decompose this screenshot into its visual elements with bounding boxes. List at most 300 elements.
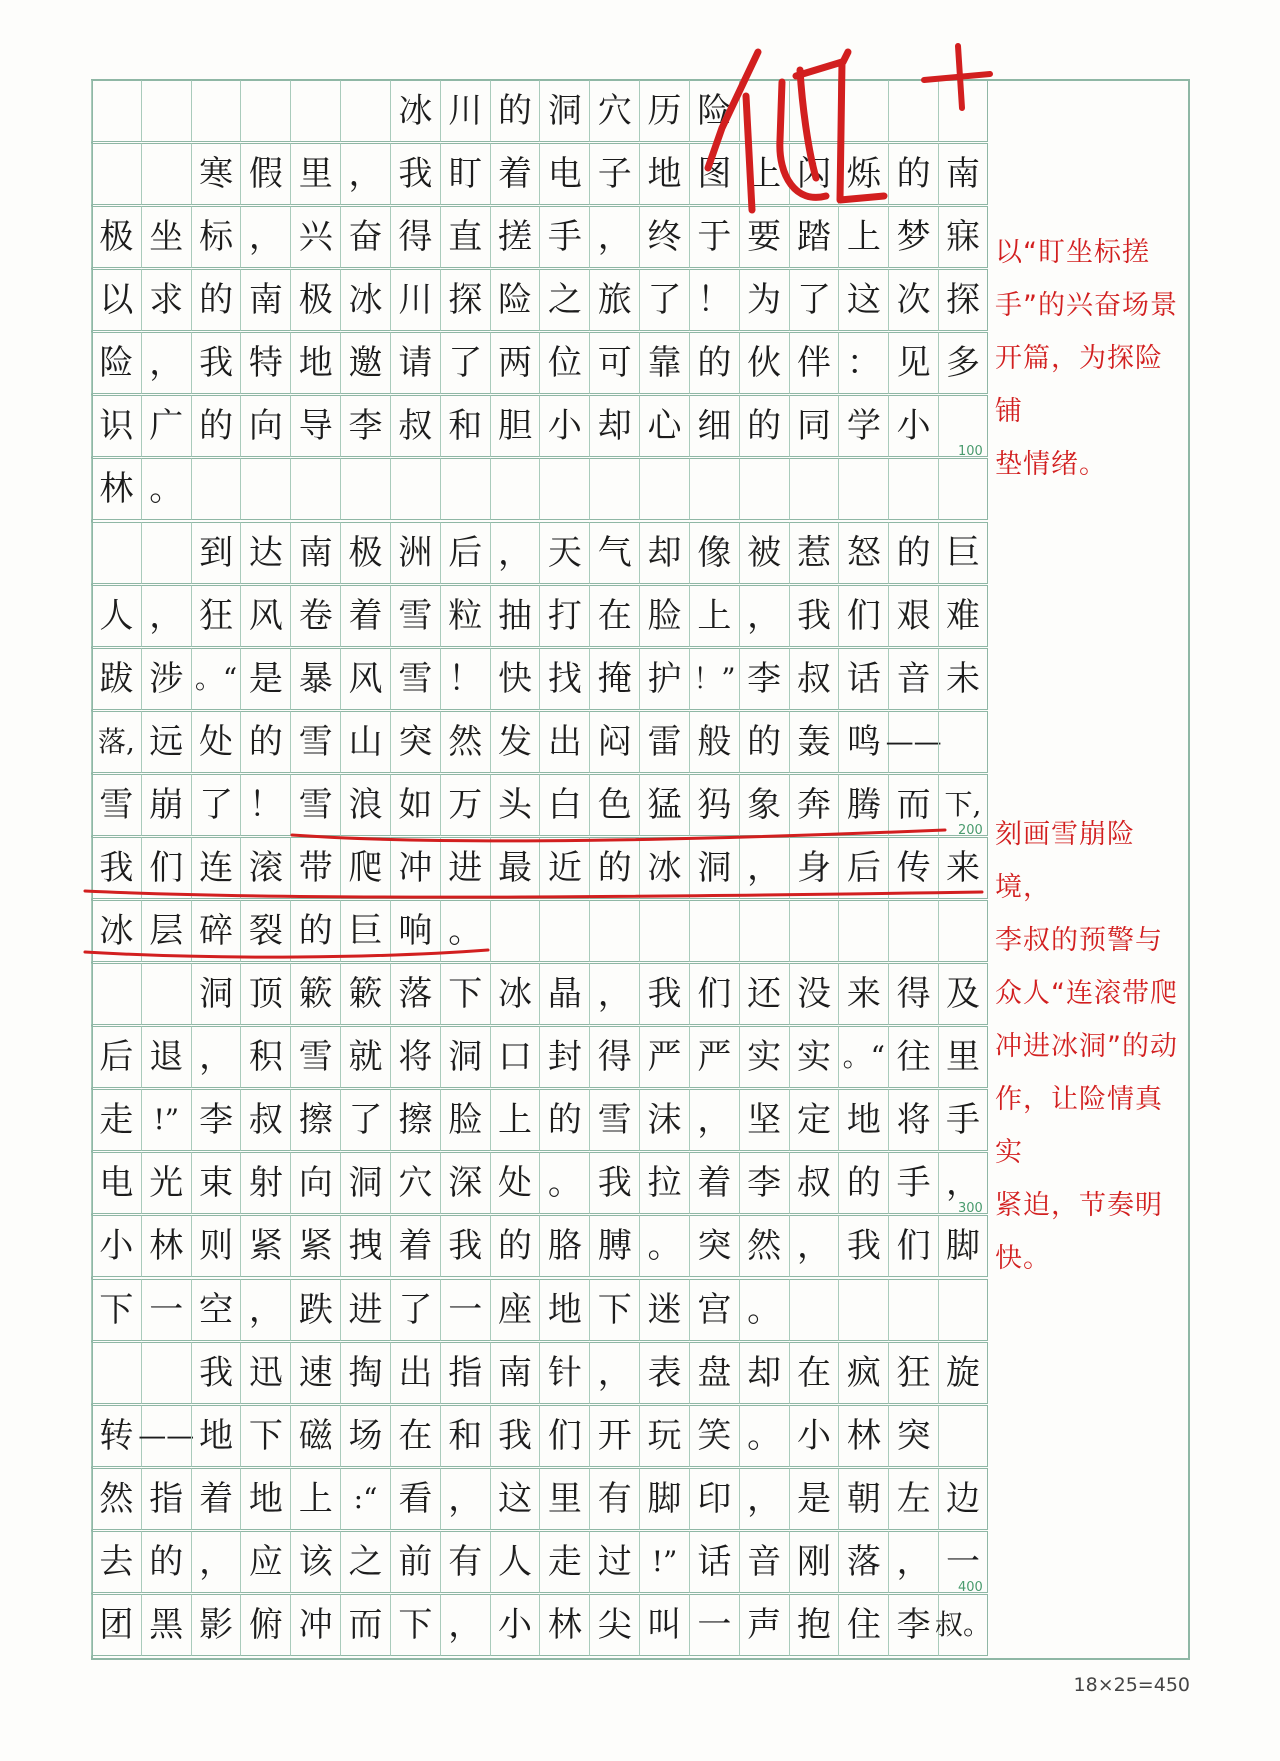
grid-cell: 往 [888,1026,938,1088]
grid-cell: 处 [191,711,241,773]
teacher-comment-1: 以“盯坐标搓 手”的兴奋场景 开篇，为探险铺 垫情绪。 [995,237,1178,480]
grid-cell: 南 [290,522,340,584]
grid-cell: 们 [141,837,191,899]
grid-cell: 脚 [938,1215,988,1277]
grid-cell: 拉 [639,1152,689,1214]
grid-cell: 探 [938,269,988,331]
grid-cell: 叔 [240,1089,290,1151]
grid-cell: 朝 [838,1468,888,1530]
grid-cell: 们 [539,1405,589,1467]
grid-cell: 里 [290,143,340,205]
grid-cell: 地 [240,1468,290,1530]
grid-cell: 着 [689,1152,739,1214]
grid-cell: 崩 [141,774,191,836]
underline-marks [85,830,982,957]
grid-cell: 这 [838,269,888,331]
grid-cell: 探 [440,269,490,331]
grid-cell: 狂 [191,585,241,647]
grid-cell: 簌 [340,963,390,1025]
grid-cell: 同 [789,395,839,457]
grid-cell: 直 [440,206,490,268]
grid-cell: 上 [689,585,739,647]
grid-cell: 传 [888,837,938,899]
grid-cell: 轰 [789,711,839,773]
grid-cell: 洞 [440,1026,490,1088]
grid-cell: 在 [589,585,639,647]
grid-cell: 求 [141,269,191,331]
grid-cell: 靠 [639,332,689,394]
grid-cell: 表 [639,1342,689,1404]
grid-cell: 连 [191,837,241,899]
grid-cell: 后 [838,837,888,899]
grid-cell: !” [141,1089,191,1151]
grid-cell: 象 [739,774,789,836]
grid-cell: 巨 [938,522,988,584]
grid-cell: 了 [440,332,490,394]
grid-cell: 迅 [240,1342,290,1404]
grid-cell: 转 [91,1405,141,1467]
grid-cell: 冰 [390,80,440,142]
grid-cell: 一 [938,1531,988,1593]
grid-cell: 了 [789,269,839,331]
grid-cell: 子 [589,143,639,205]
grid-cell: 极 [91,206,141,268]
grid-cell: 近 [539,837,589,899]
grid-cell: 顶 [240,963,290,1025]
grid-cell: 地 [838,1089,888,1151]
grid-cell: 疯 [838,1342,888,1404]
grid-cell: 就 [340,1026,390,1088]
grid-cell: 深 [440,1152,490,1214]
grid-cell: 声 [739,1594,789,1656]
grid-cell: 未 [938,648,988,710]
grid-cell: 叔 [390,395,440,457]
grid-cell: 小 [789,1405,839,1467]
grid-cell: 人 [91,585,141,647]
grid-cell: 。“ [838,1026,888,1088]
grid-cell: ， [689,1089,739,1151]
grid-cell: 小 [539,395,589,457]
grid-cell: 层 [141,900,191,962]
grid-cell: 下 [390,1594,440,1656]
grid-cell: 的 [689,332,739,394]
grid-cell: 一 [689,1594,739,1656]
grid-cell: 团 [91,1594,141,1656]
grid-cell: 林 [141,1215,191,1277]
grid-cell: 奔 [789,774,839,836]
grid-cell: 沫 [639,1089,689,1151]
grid-cell: 宫 [689,1279,739,1341]
grid-cell: 极 [340,522,390,584]
grid-cell: 着 [490,143,540,205]
grid-cell: 地 [290,332,340,394]
grid-cell: 则 [191,1215,241,1277]
grid-cell: 踏 [789,206,839,268]
grid-cell: 打 [539,585,589,647]
grid-cell: 我 [789,585,839,647]
grid-cell: 到 [191,522,241,584]
grid-cell: 着 [390,1215,440,1277]
grid-cell: 掩 [589,648,639,710]
grid-cell: 去 [91,1531,141,1593]
grid-cell: 怒 [838,522,888,584]
grid-cell: 闪 [789,143,839,205]
grid-cell: 川 [440,80,490,142]
grid-cell: 这 [490,1468,540,1530]
grid-cell: 叔 [789,648,839,710]
grid-cell: 川 [390,269,440,331]
grid-cell: 而 [340,1594,390,1656]
grid-cell: 的 [490,80,540,142]
grid-cell: 一 [440,1279,490,1341]
grid-cell: 上 [490,1089,540,1151]
grid-cell: 落 [838,1531,888,1593]
grid-cell: 险 [91,332,141,394]
grid-cell: 洞 [340,1152,390,1214]
grid-cell: 位 [539,332,589,394]
grid-cell: 话 [838,648,888,710]
grid-cell: 找 [539,648,589,710]
grid-cell: 晶 [539,963,589,1025]
grid-cell: 鸣 [838,711,888,773]
grid-cell: 了 [340,1089,390,1151]
grid-cell: 走 [91,1089,141,1151]
grid-cell: 下 [440,963,490,1025]
grid-cell: 出 [539,711,589,773]
grid-cell: 膊 [589,1215,639,1277]
grid-cell: 气 [589,522,639,584]
grid-cell: 识 [91,395,141,457]
grid-cell: 光 [141,1152,191,1214]
grid-cell: 难 [938,585,988,647]
grid-cell: 叔。 [938,1594,988,1656]
grid-cell: 雪 [290,774,340,836]
grid-cell: 来 [838,963,888,1025]
grid-cell: 李 [340,395,390,457]
grid-cell: 的 [240,711,290,773]
grid-cell: 擦 [290,1089,340,1151]
grid-cell: 里 [539,1468,589,1530]
grid-cell: 可 [589,332,639,394]
grid-cell: 雪 [589,1089,639,1151]
grid-cell: 向 [240,395,290,457]
grid-cell: 黑 [141,1594,191,1656]
grid-cell: 却 [639,522,689,584]
grid-cell: 有 [440,1531,490,1593]
grid-cell: 前 [390,1531,440,1593]
grid-cell: 手 [938,1089,988,1151]
grid-cell: 脸 [639,585,689,647]
grid-cell: 盯 [440,143,490,205]
grid-cell: 之 [340,1531,390,1593]
grid-cell: ， [141,585,191,647]
grid-cell: 俯 [240,1594,290,1656]
grid-cell: 电 [539,143,589,205]
grid-cell: 掏 [340,1342,390,1404]
grid-cell: 刚 [789,1531,839,1593]
grid-cell: !” [639,1531,689,1593]
grid-cell: ， [340,143,390,205]
grid-cell: 还 [739,963,789,1025]
grid-cell: 李 [191,1089,241,1151]
grid-cell: 猛 [639,774,689,836]
grid-cell: 笑 [689,1405,739,1467]
grid-cell: —— [888,711,938,773]
grid-cell: 像 [689,522,739,584]
grid-cell: 是 [240,648,290,710]
grid-cell: 洞 [191,963,241,1025]
grid-cell: 细 [689,395,739,457]
grid-cell: 的 [739,711,789,773]
grid-cell: ， [739,1468,789,1530]
grid-cell: 特 [240,332,290,394]
grid-cell: 冰 [91,900,141,962]
grid-cell: 的 [490,1215,540,1277]
grid-cell: 。 [539,1152,589,1214]
grid-cell: 音 [739,1531,789,1593]
grid-cell: 多 [938,332,988,394]
grid-cell: 惹 [789,522,839,584]
grid-cell: 发 [490,711,540,773]
grid-cell: 在 [789,1342,839,1404]
grid-cell: 要 [739,206,789,268]
grid-cell: 迷 [639,1279,689,1341]
grid-cell: 的 [141,1531,191,1593]
grid-cell: 色 [589,774,639,836]
word-count-marker: 400 [958,1579,983,1595]
grid-cell: 旋 [938,1342,988,1404]
grid-cell: 狂 [888,1342,938,1404]
grid-cell: 紧 [240,1215,290,1277]
grid-cell: 山 [340,711,390,773]
grid-cell: 风 [240,585,290,647]
grid-cell: 得 [589,1026,639,1088]
grid-spec-label: 18×25=450 [1073,1674,1190,1696]
grid-cell: 我 [91,837,141,899]
word-count-marker: 300 [958,1201,983,1217]
grid-cell: 。 [440,900,490,962]
grid-cell: 抽 [490,585,540,647]
grid-cell: 束 [191,1152,241,1214]
grid-cell: 小 [91,1215,141,1277]
grid-cell: 的 [191,395,241,457]
grid-cell: 穴 [589,80,639,142]
grid-cell: 落, [91,711,141,773]
grid-cell: 为 [739,269,789,331]
grid-cell: 的 [838,1152,888,1214]
grid-cell: 林 [838,1405,888,1467]
grid-cell: 着 [340,585,390,647]
grid-cell: 头 [490,774,540,836]
grid-cell: ， [240,206,290,268]
grid-cell: 严 [639,1026,689,1088]
grid-cell: 远 [141,711,191,773]
grade-plus-icon [924,46,990,108]
grid-cell: 得 [390,206,440,268]
grid-cell: 般 [689,711,739,773]
grid-cell: 脸 [440,1089,490,1151]
grid-cell: 终 [639,206,689,268]
grid-cell: 碎 [191,900,241,962]
grid-cell: ！ [240,774,290,836]
grid-cell: 上 [838,206,888,268]
grid-cell: 冲 [390,837,440,899]
grid-cell: 我 [191,1342,241,1404]
grid-cell: 将 [390,1026,440,1088]
grid-cell: ， [191,1531,241,1593]
grid-cell: 之 [539,269,589,331]
grid-cell: 们 [888,1215,938,1277]
grid-cell: 冲 [290,1594,340,1656]
grid-cell: 严 [689,1026,739,1088]
grid-cell: 却 [739,1342,789,1404]
grid-cell: 影 [191,1594,241,1656]
grid-cell: 带 [290,837,340,899]
grid-cell: 应 [240,1531,290,1593]
grid-cell: 叔 [789,1152,839,1214]
grid-cell: 地 [191,1405,241,1467]
grid-cell: 和 [440,1405,490,1467]
grid-cell: 腾 [838,774,888,836]
grid-cell: 我 [191,332,241,394]
grid-cell: 天 [539,522,589,584]
grid-cell: 了 [390,1279,440,1341]
grid-cell: 向 [290,1152,340,1214]
grid-cell: 空 [191,1279,241,1341]
grid-cell: 穴 [390,1152,440,1214]
grid-cell: 后 [91,1026,141,1088]
grid-cell: 印 [689,1468,739,1530]
grid-cell: ， [440,1468,490,1530]
grid-cell: 烁 [838,143,888,205]
grid-cell: 座 [490,1279,540,1341]
grid-cell: 定 [789,1089,839,1151]
grid-cell: 簌 [290,963,340,1025]
grid-cell: 我 [589,1152,639,1214]
grid-cell: 滚 [240,837,290,899]
grid-cell: 冰 [639,837,689,899]
grid-cell: 南 [240,269,290,331]
grid-cell: 涉 [141,648,191,710]
grid-cell: 落 [390,963,440,1025]
grid-cell: 胆 [490,395,540,457]
grid-cell: 有 [589,1468,639,1530]
grid-cell: 雪 [91,774,141,836]
grid-cell: 电 [91,1152,141,1214]
grid-cell: 次 [888,269,938,331]
grid-cell: 风 [340,648,390,710]
grid-cell: 然 [91,1468,141,1530]
grid-cell: 暴 [290,648,340,710]
grid-cell: 实 [789,1026,839,1088]
grid-cell: 导 [290,395,340,457]
grid-cell: 里 [938,1026,988,1088]
grid-cell: 艰 [888,585,938,647]
grid-cell: 以 [91,269,141,331]
grid-cell: 积 [240,1026,290,1088]
grid-cell: 上 [739,143,789,205]
grid-cell: 犸 [689,774,739,836]
grid-cell: ， [240,1279,290,1341]
grid-cell: 下 [589,1279,639,1341]
grid-cell: 粒 [440,585,490,647]
grid-cell: 的 [739,395,789,457]
grid-cell: 然 [739,1215,789,1277]
grid-cell: 邀 [340,332,390,394]
grid-cell: 退 [141,1026,191,1088]
grid-cell: 走 [539,1531,589,1593]
grid-cell: 林 [539,1594,589,1656]
grid-cell: 突 [888,1405,938,1467]
grid-cell: 处 [490,1152,540,1214]
grid-cell: 。 [639,1215,689,1277]
grid-cell: 极 [290,269,340,331]
grid-cell: ， [789,1215,839,1277]
grid-cell: 过 [589,1531,639,1593]
grid-cell: 小 [490,1594,540,1656]
grid-cell: ， [141,332,191,394]
grid-cell: ： [838,332,888,394]
grid-cell: 兴 [290,206,340,268]
grid-cell: 是 [789,1468,839,1530]
grid-cell: 李 [739,1152,789,1214]
grid-cell: 。 [739,1279,789,1341]
grid-cell: 响 [390,900,440,962]
grid-cell: 看 [390,1468,440,1530]
grid-cell: 险 [490,269,540,331]
grid-cell: 们 [838,585,888,647]
grid-cell: 万 [440,774,490,836]
grid-cell: 。 [739,1405,789,1467]
grid-cell: 梦 [888,206,938,268]
grid-cell: 洞 [539,80,589,142]
grid-cell: 上 [290,1468,340,1530]
grid-cell: 而 [888,774,938,836]
grid-cell: ， [440,1594,490,1656]
grid-cell: 寒 [191,143,241,205]
grid-cell: 的 [888,522,938,584]
grid-cell: 雪 [290,1026,340,1088]
grid-cell: 得 [888,963,938,1025]
grid-cell: 历 [639,80,689,142]
grid-cell: 如 [390,774,440,836]
grid-cell: 我 [390,143,440,205]
grid-cell: 奋 [340,206,390,268]
grid-cell: 达 [240,522,290,584]
grid-cell: 李 [739,648,789,710]
grid-cell: 盘 [689,1342,739,1404]
grid-cell: 洞 [689,837,739,899]
grid-cell: 闷 [589,711,639,773]
grid-cell: 叫 [639,1594,689,1656]
grid-cell: 突 [390,711,440,773]
grid-cell: 口 [490,1026,540,1088]
grid-cell: 和 [440,395,490,457]
grid-cell: ， [191,1026,241,1088]
grid-cell: 一 [141,1279,191,1341]
grid-cell: 指 [440,1342,490,1404]
grid-cell: 坐 [141,206,191,268]
grid-cell: 拽 [340,1215,390,1277]
grid-cell: 速 [290,1342,340,1404]
grid-cell: 林 [91,458,141,520]
grid-cell: ！” [689,648,739,710]
grid-cell: 请 [390,332,440,394]
grid-cell: 被 [739,522,789,584]
grid-cell: 场 [340,1405,390,1467]
grid-cell: ！ [440,648,490,710]
grid-cell: 没 [789,963,839,1025]
